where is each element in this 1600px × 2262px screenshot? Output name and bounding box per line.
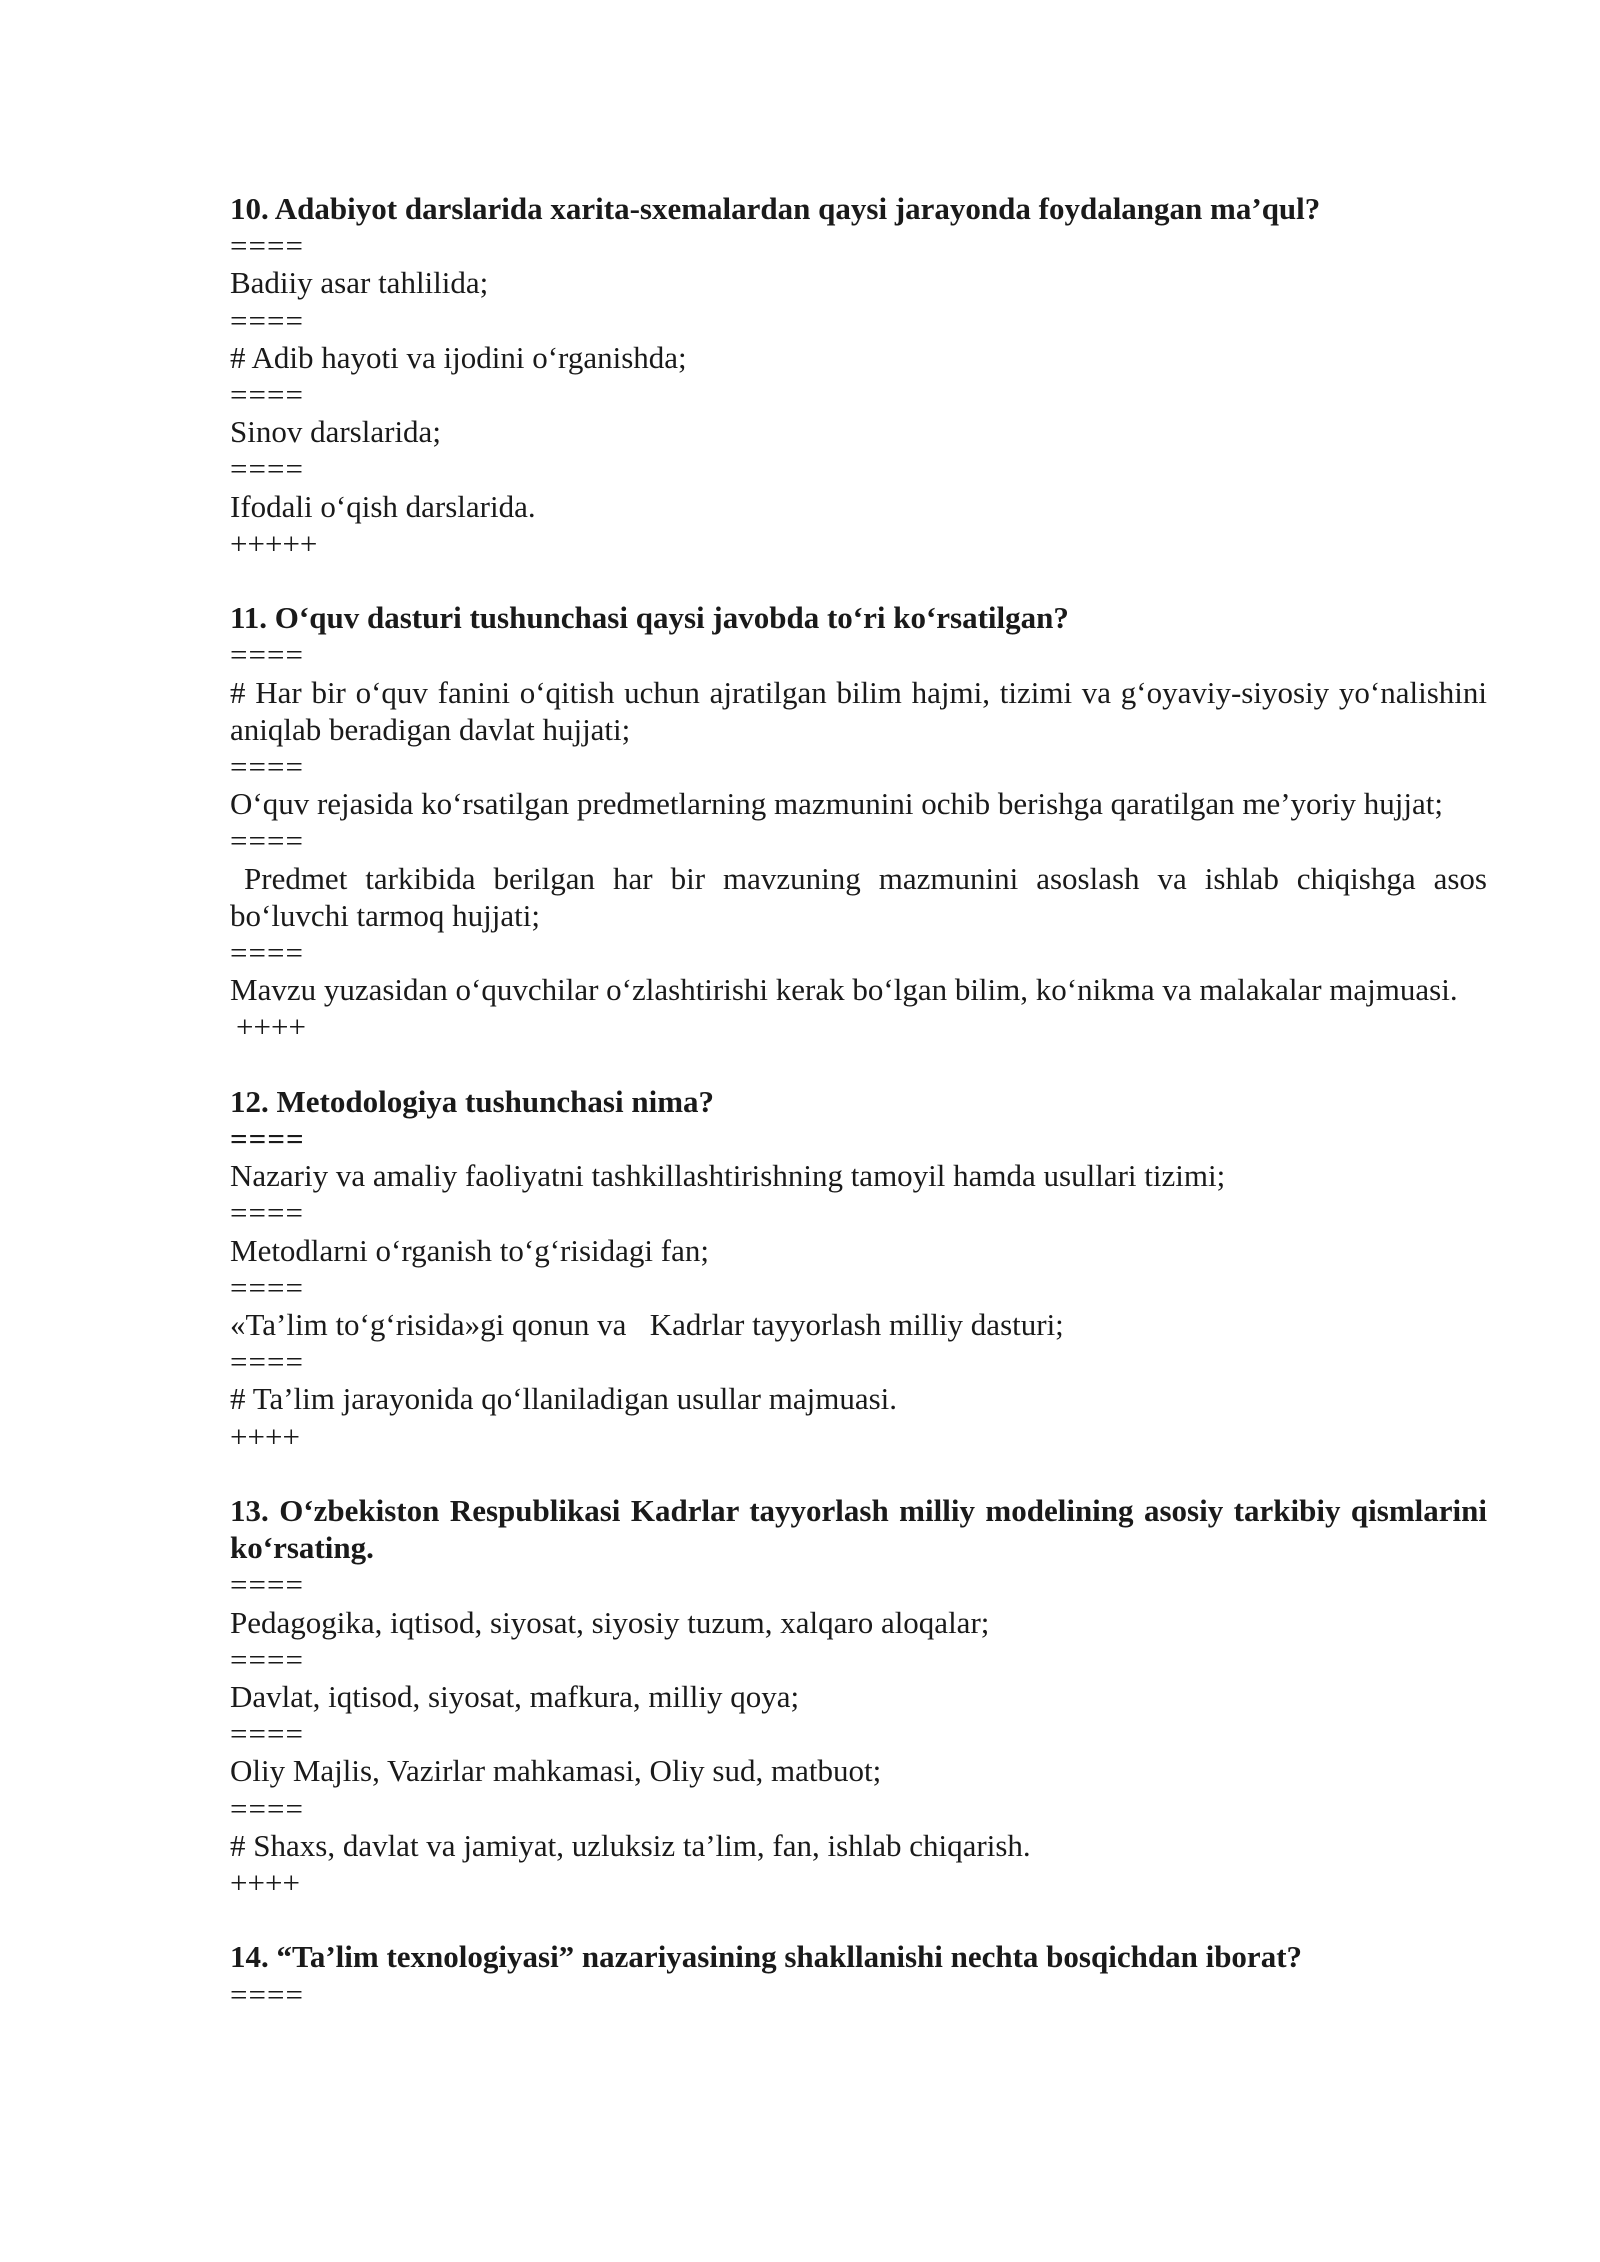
separator: ==== — [230, 451, 304, 487]
answer-option: Badiiy asar tahlilida; — [230, 265, 489, 301]
answer-option: Mavzu yuzasidan o‘quvchilar o‘zlashtirishi kerak bo‘lgan bilim, ko‘nikma va malakalar majmuasi. — [230, 972, 1458, 1008]
answer-option: «Ta’lim to‘g‘risida»gi qonun va Kadrlar tayyorlash milliy dasturi; — [230, 1307, 1064, 1343]
question-text: 13. O‘zbekiston Respublikasi Kadrlar tayyorlash milliy modelining asosiy tarkibiy qismlarini ko‘rsating. — [230, 1493, 1487, 1566]
end-marker: ++++ — [236, 1009, 306, 1045]
answer-option: # Shaxs, davlat va jamiyat, uzluksiz ta’lim, fan, ishlab chiqarish. — [230, 1827, 1031, 1863]
end-marker: ++++ — [230, 1865, 300, 1901]
question-block-14 — [230, 1938, 1487, 2012]
answer-option: Sinov darslarida; — [230, 414, 441, 450]
question-block-13 — [230, 1492, 1487, 1901]
separator: ==== — [230, 1121, 305, 1157]
answer-option: # Har bir o‘quv fanini o‘qitish uchun ajratilgan bilim hajmi, tizimi va g‘oyaviy-siyosiy yo‘nalishini aniqlab beradigan davlat hujjati; — [230, 674, 1487, 747]
separator: ==== — [230, 377, 304, 413]
separator: ==== — [230, 228, 304, 264]
question-text: 12. Metodologiya tushunchasi nima? — [230, 1083, 715, 1119]
separator: ==== — [230, 749, 304, 785]
document-content — [230, 190, 1487, 2013]
answer-option: Davlat, iqtisod, siyosat, mafkura, milliy qoya; — [230, 1679, 800, 1715]
answer-option: Ifodali o‘qish darslarida. — [230, 488, 536, 524]
answer-option: Oliy Majlis, Vazirlar mahkamasi, Oliy sud, matbuot; — [230, 1753, 882, 1789]
answer-option: Predmet tarkibida berilgan har bir mavzuning mazmunini asoslash va ishlab chiqishga asos bo‘luvchi tarmoq hujjati; — [230, 860, 1487, 933]
answer-option: Pedagogika, iqtisod, siyosat, siyosiy tuzum, xalqaro aloqalar; — [230, 1604, 990, 1640]
separator: ==== — [230, 1195, 304, 1231]
separator: ==== — [230, 637, 304, 673]
answer-option: Nazariy va amaliy faoliyatni tashkillashtirishning tamoyil hamda usullari tizimi; — [230, 1158, 1226, 1194]
end-marker: +++++ — [230, 525, 318, 561]
separator: ==== — [230, 935, 304, 971]
question-text: 10. Adabiyot darslarida xarita-sxemalardan qaysi jarayonda foydalangan ma’qul? — [230, 191, 1321, 226]
answer-option: # Ta’lim jarayonida qo‘llaniladigan usullar majmuasi. — [230, 1381, 898, 1417]
separator: ==== — [230, 1567, 304, 1603]
separator: ==== — [230, 1716, 304, 1752]
question-text: 11. O‘quv dasturi tushunchasi qaysi javobda to‘ri ko‘rsatilgan? — [230, 600, 1069, 636]
question-block-12 — [230, 1083, 1487, 1455]
question-block-10 — [230, 190, 1487, 562]
answer-option: O‘quv rejasida ko‘rsatilgan predmetlarning mazmunini ochib berishga qaratilgan me’yoriy hujjat; — [230, 786, 1443, 822]
separator: ==== — [230, 1790, 304, 1826]
answer-option: # Adib hayoti va ijodini o‘rganishda; — [230, 339, 687, 375]
separator: ==== — [230, 1641, 304, 1677]
separator: ==== — [230, 823, 304, 859]
separator: ==== — [230, 1976, 304, 2012]
separator: ==== — [230, 1344, 304, 1380]
answer-option: Metodlarni o‘rganish to‘g‘risidagi fan; — [230, 1232, 709, 1268]
question-text: 14. “Ta’lim texnologiyasi” nazariyasining shakllanishi nechta bosqichdan iborat? — [230, 1939, 1303, 1975]
end-marker: ++++ — [230, 1418, 300, 1454]
separator: ==== — [230, 1269, 304, 1305]
question-block-11 — [230, 599, 1487, 1045]
separator: ==== — [230, 302, 304, 338]
